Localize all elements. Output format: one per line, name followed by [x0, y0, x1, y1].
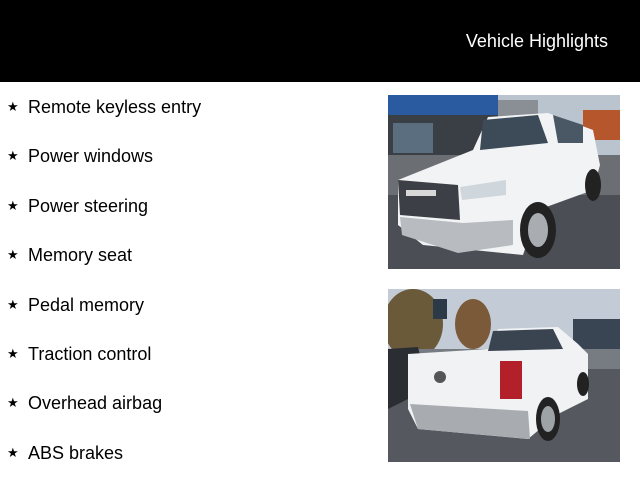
feature-item [7, 391, 162, 415]
feature-item [7, 194, 148, 218]
star-bullet-icon: ★ [7, 395, 19, 410]
star-bullet-icon: ★ [7, 247, 19, 262]
feature-item [7, 144, 153, 168]
feature-item [7, 342, 151, 366]
star-bullet-icon: ★ [7, 297, 19, 312]
star-bullet-icon: ★ [7, 346, 19, 361]
star-bullet-icon: ★ [7, 445, 19, 460]
feature-label: Overhead airbag [28, 393, 163, 413]
page-title: Vehicle Highlights [465, 31, 608, 51]
feature-label: Remote keyless entry [28, 97, 202, 117]
star-bullet-icon: ★ [7, 148, 19, 163]
feature-item [7, 243, 132, 267]
vehicle-photo-front[interactable] [388, 95, 620, 269]
feature-item [7, 293, 144, 317]
truck-rear-illustration [388, 289, 620, 462]
star-bullet-icon: ★ [7, 198, 19, 213]
feature-label: Power windows [28, 146, 154, 166]
feature-label: Memory seat [28, 245, 133, 265]
header-bar [0, 0, 640, 82]
feature-label: Traction control [28, 344, 152, 364]
feature-label: Power steering [28, 196, 149, 216]
feature-label: Pedal memory [28, 295, 145, 315]
feature-item [7, 95, 201, 119]
feature-label: ABS brakes [28, 443, 124, 463]
vehicle-photo-rear[interactable] [388, 289, 620, 462]
feature-item [7, 441, 123, 465]
star-bullet-icon: ★ [7, 99, 19, 114]
truck-front-illustration [388, 95, 620, 269]
